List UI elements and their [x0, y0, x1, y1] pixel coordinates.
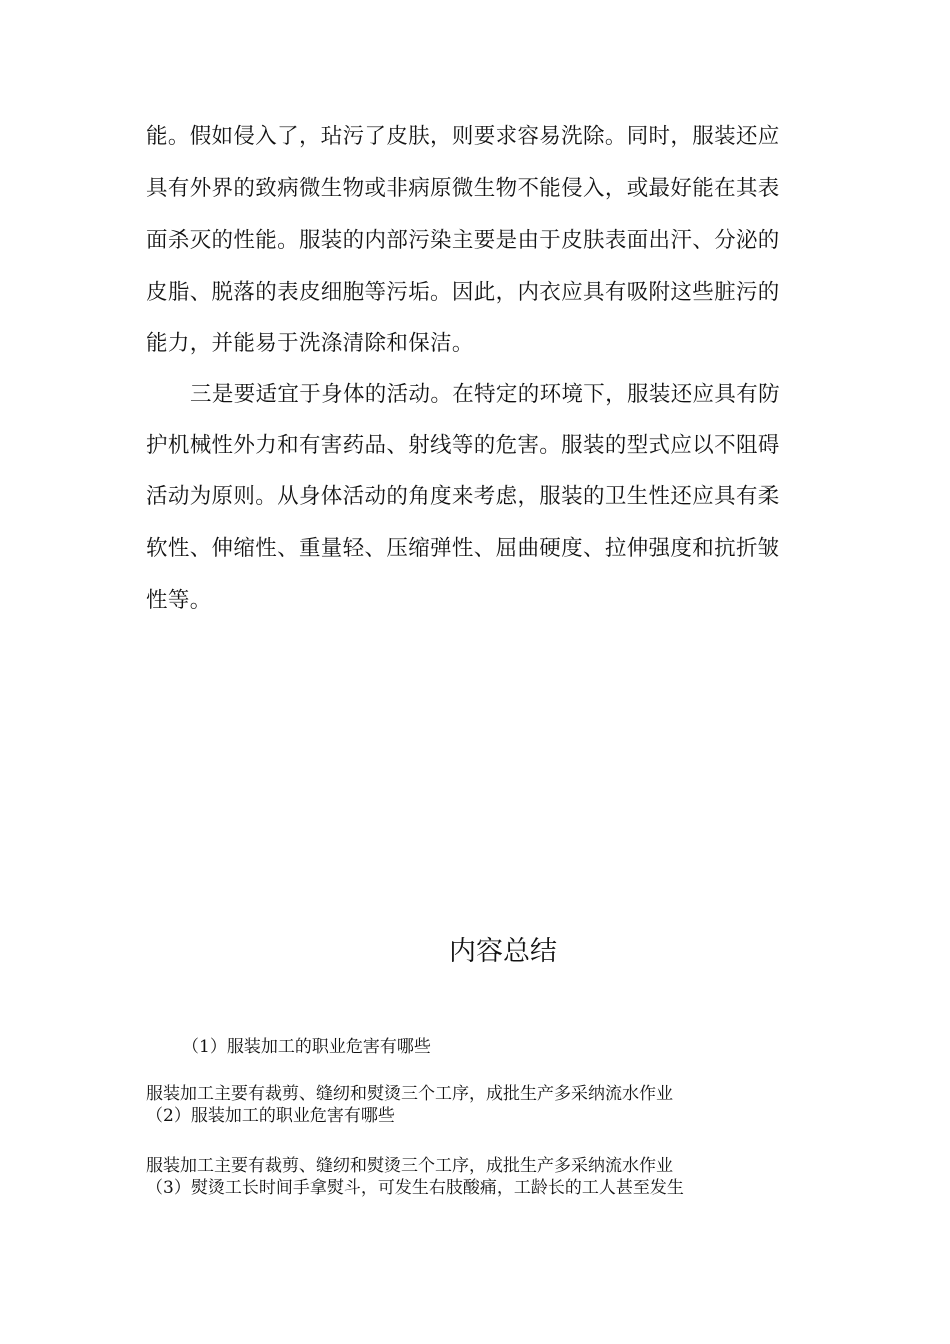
paragraph-line: 性等。: [146, 588, 212, 613]
paragraph-line: 皮脂、脱落的表皮细胞等污垢。因此，内衣应具有吸附这些脏污的: [146, 280, 780, 305]
summary-item: 服装加工主要有裁剪、缝纫和熨烫三个工序，成批生产多采纳流水作业: [146, 1156, 673, 1176]
paragraph-line: 面杀灭的性能。服装的内部污染主要是由于皮肤表面出汗、分泌的: [146, 228, 780, 253]
paragraph-line: 护机械性外力和有害药品、射线等的危害。服装的型式应以不阻碍: [146, 433, 780, 458]
paragraph-line: 活动为原则。从身体活动的角度来考虑，服装的卫生性还应具有柔: [146, 484, 780, 509]
paragraph-line: 软性、伸缩性、重量轻、压缩弹性、屈曲硬度、拉伸强度和抗折皱: [146, 536, 780, 561]
summary-item: （1）服装加工的职业危害有哪些: [182, 1037, 431, 1057]
paragraph-line: 能。假如侵入了，玷污了皮肤，则要求容易洗除。同时，服装还应: [146, 124, 780, 149]
paragraph-line: 三是要适宜于身体的活动。在特定的环境下，服装还应具有防: [190, 382, 780, 407]
section-title: 内容总结: [449, 936, 557, 967]
paragraph-line: 能力，并能易于洗涤清除和保洁。: [146, 331, 474, 356]
paragraph-line: 具有外界的致病微生物或非病原微生物不能侵入，或最好能在其表: [146, 176, 780, 201]
summary-item: （3）熨烫工长时间手拿熨斗，可发生右肢酸痛，工龄长的工人甚至发生: [146, 1178, 684, 1198]
summary-item: 服装加工主要有裁剪、缝纫和熨烫三个工序，成批生产多采纳流水作业: [146, 1084, 673, 1104]
summary-item: （2）服装加工的职业危害有哪些: [146, 1106, 395, 1126]
